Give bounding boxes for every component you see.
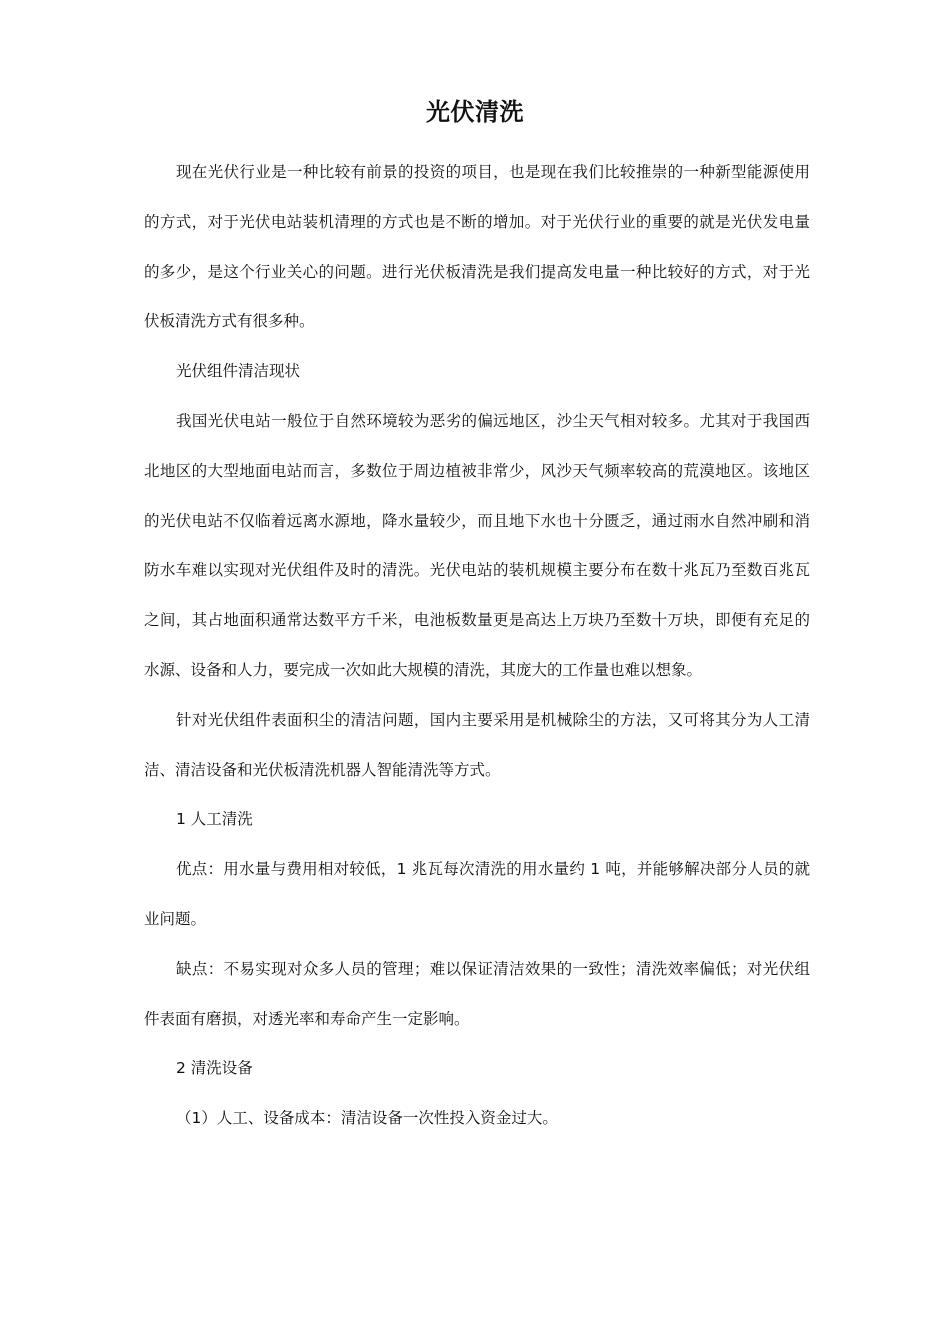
status-paragraph: 我国光伏电站一般位于自然环境较为恶劣的偏远地区，沙尘天气相对较多。尤其对于我国西北地区的大型地面电站而言，多数位于周边植被非常少，风沙天气频率较高的荒漠地区。该地区的光伏电站不仅临着远离水源地，降水量较少，而且地下水也十分匮乏，通过雨水自然冲刷和消防水车难以实现对光伏组件及时的清洗。光伏电站的装机规模主要分布在数十兆瓦乃至数百兆瓦之间，其占地面积通常达数平方千米，电池板数量更是高达上万块乃至数十万块，即便有充足的水源、设备和人力，要完成一次如此大规模的清洗，其庞大的工作量也难以想象。 xyxy=(144,411,810,679)
section-heading-equipment: 2 清洗设备 xyxy=(176,1059,253,1078)
equipment-cost-paragraph: （1）人工、设备成本：清洁设备一次性投入资金过大。 xyxy=(176,1109,558,1128)
manual-cons-paragraph: 缺点：不易实现对众多人员的管理；难以保证清洁效果的一致性；清洗效率偏低；对光伏组件表面有磨损，对透光率和寿命产生一定影响。 xyxy=(144,959,810,1028)
methods-paragraph: 针对光伏组件表面积尘的清洁问题，国内主要采用是机械除尘的方法，又可将其分为人工清洁、清洁设备和光伏板清洗机器人智能清洗等方式。 xyxy=(144,710,810,779)
document-title: 光伏清洗 xyxy=(426,98,524,126)
manual-pros-paragraph: 优点：用水量与费用相对较低，1 兆瓦每次清洗的用水量约 1 吨，并能够解决部分人员的就业问题。 xyxy=(144,860,810,928)
document-body xyxy=(144,148,810,1144)
section-heading-status: 光伏组件清洁现状 xyxy=(176,362,301,381)
intro-paragraph: 现在光伏行业是一种比较有前景的投资的项目，也是现在我们比较推崇的一种新型能源使用的方式，对于光伏电站装机清理的方式也是不断的增加。对于光伏行业的重要的就是光伏发电量的多少，是这个行业关心的问题。进行光伏板清洗是我们提高发电量一种比较好的方式，对于光伏板清洗方式有很多种。 xyxy=(144,163,810,331)
section-heading-manual: 1 人工清洗 xyxy=(176,810,253,829)
